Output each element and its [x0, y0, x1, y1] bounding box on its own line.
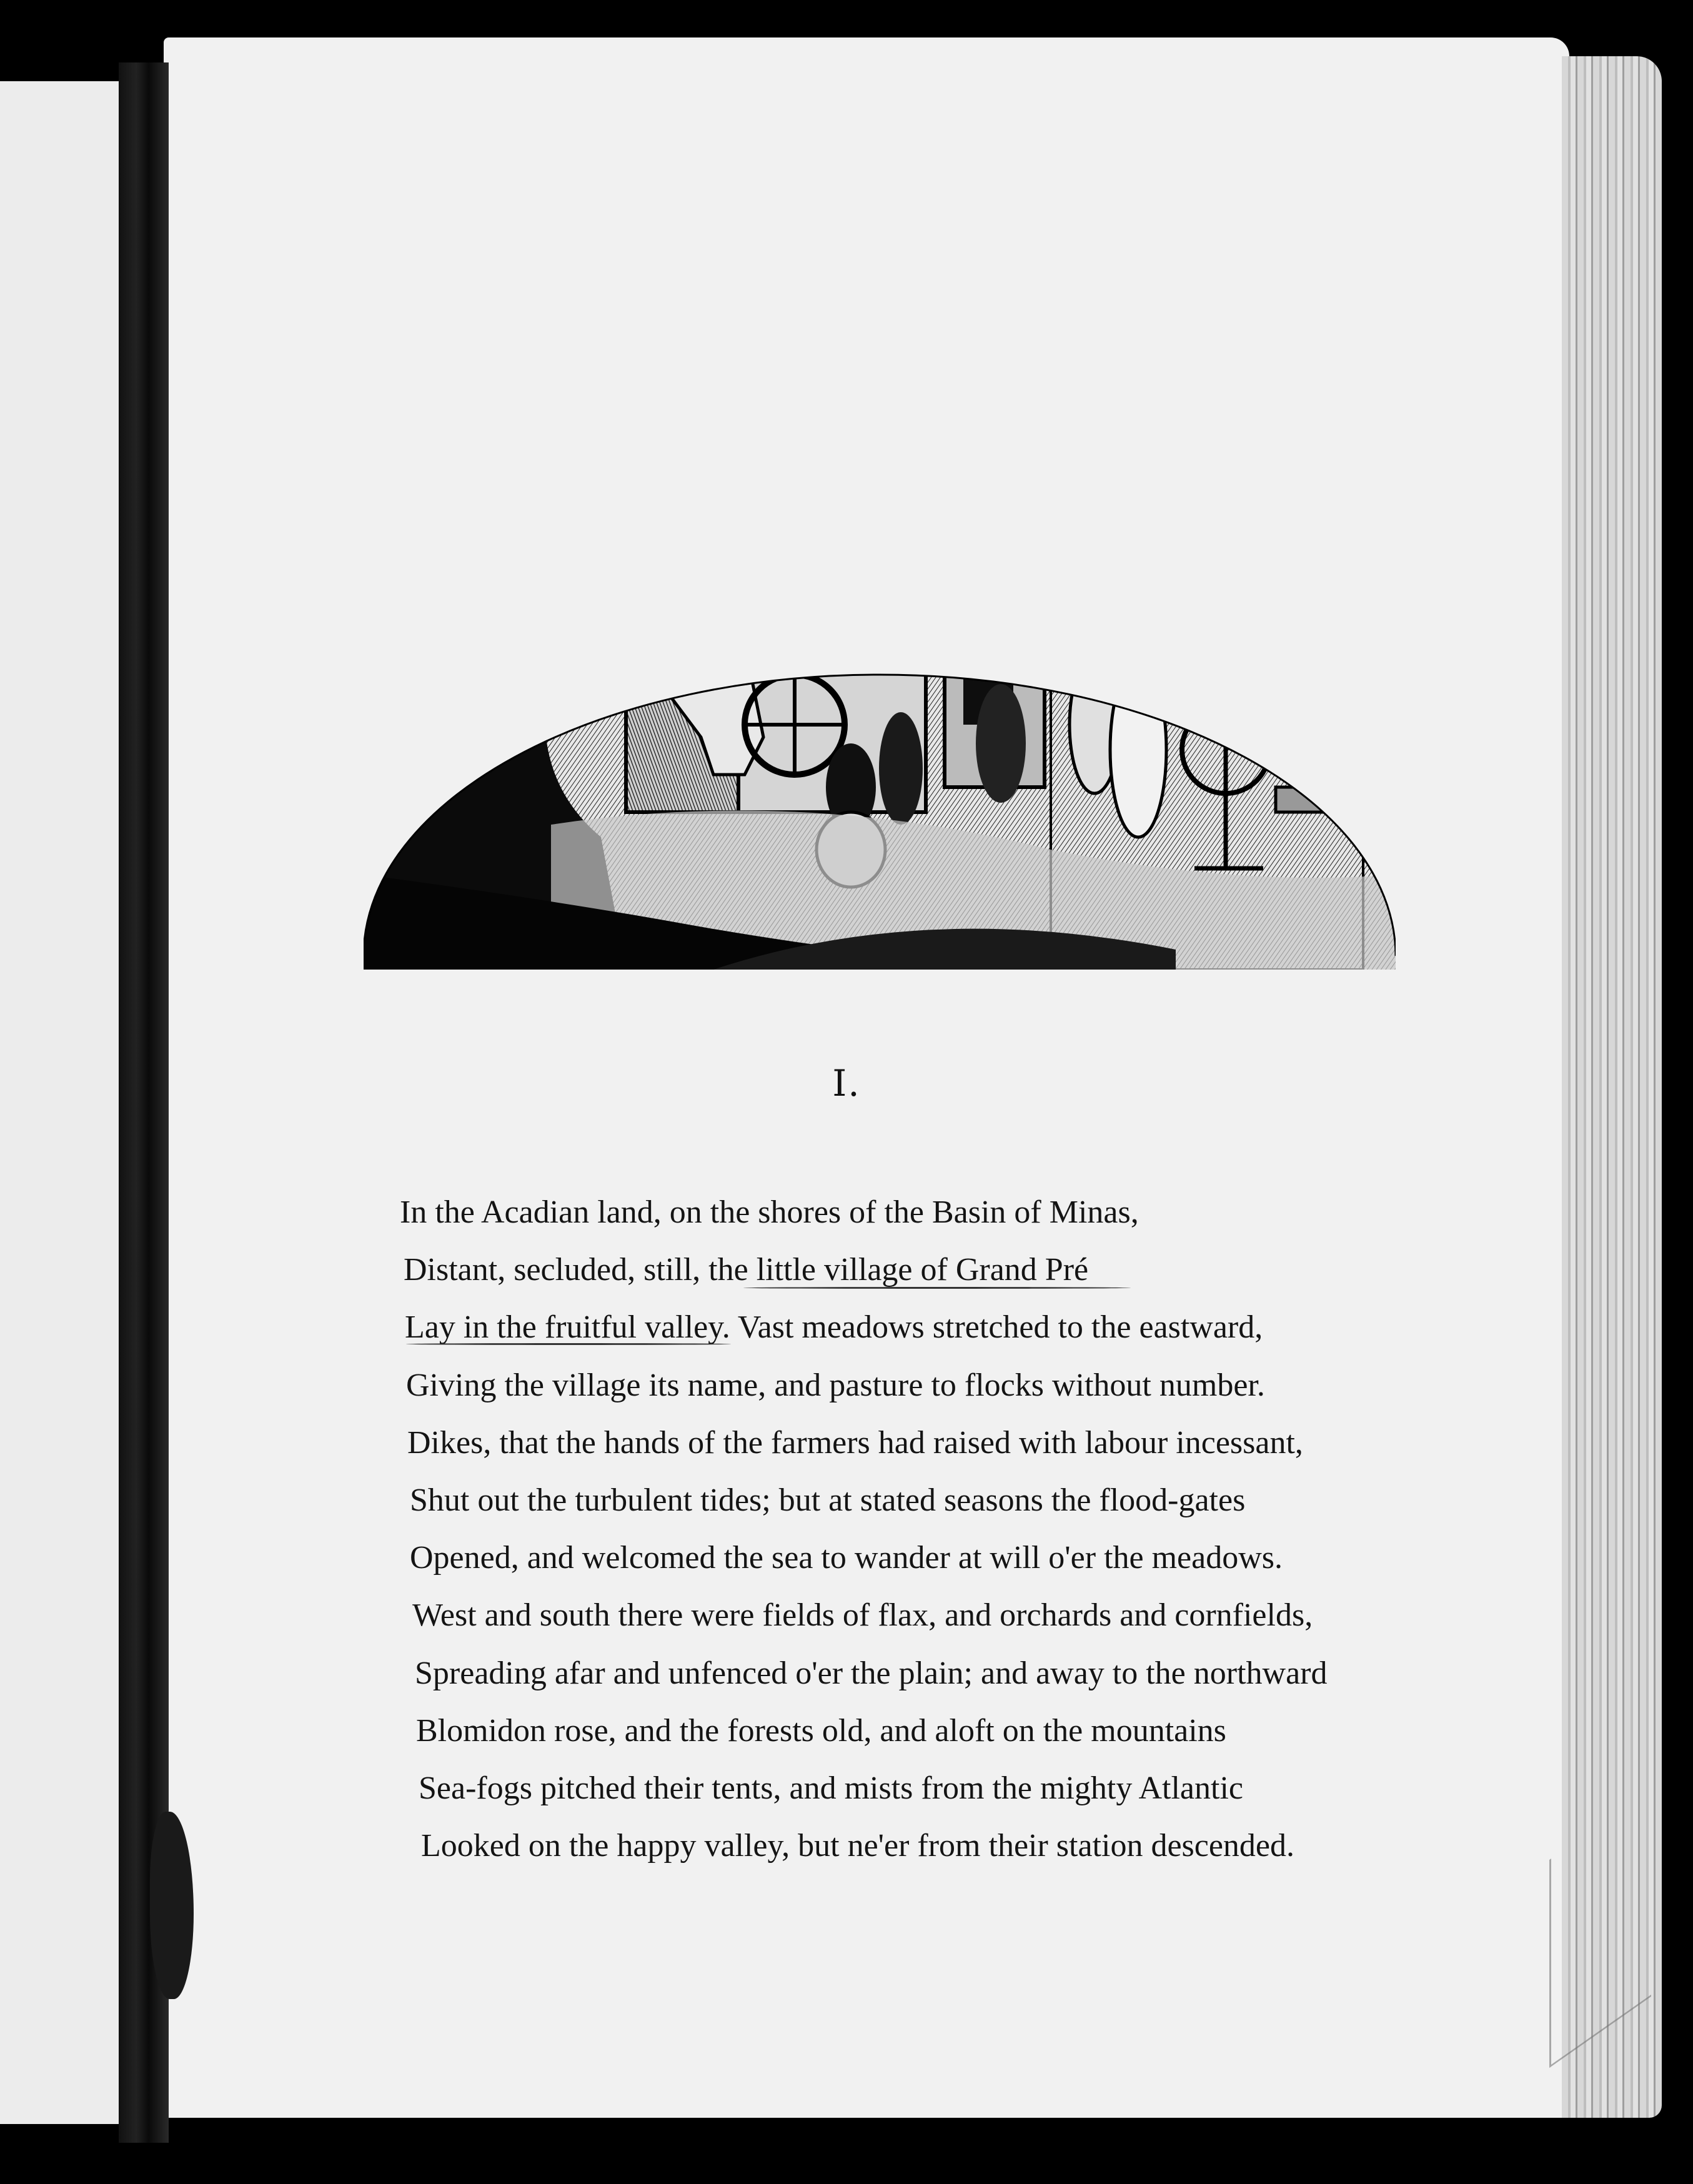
poem-line: Giving the village its name, and pasture to flocks without number.	[406, 1367, 1265, 1403]
poem-line: In the Acadian land, on the shores of the Basin of Minas,	[400, 1194, 1139, 1230]
poem-line: West and south there were fields of flax, and orchards and cornfields,	[412, 1597, 1313, 1634]
chapter-numeral: I.	[832, 1062, 861, 1104]
pencil-underline	[406, 1343, 731, 1345]
poem-line: Shut out the turbulent tides; but at stated seasons the flood-gates	[410, 1482, 1246, 1518]
village-engraving	[364, 337, 1396, 970]
poem-line: Opened, and welcomed the sea to wander at will o'er the meadows.	[410, 1540, 1283, 1576]
poem-line: Distant, secluded, still, the little village of Grand Pré	[404, 1252, 1089, 1288]
pencil-underline	[743, 1287, 1131, 1289]
poem-line: Looked on the happy valley, but ne'er from their station descended.	[421, 1828, 1295, 1864]
poem-line: Sea-fogs pitched their tents, and mists from the mighty Atlantic	[419, 1770, 1243, 1806]
poem-line: Blomidon rose, and the forests old, and aloft on the mountains	[416, 1712, 1226, 1749]
poem-line: Spreading afar and unfenced o'er the plain; and away to the northward	[415, 1655, 1328, 1691]
poem-line: Lay in the fruitful valley. Vast meadows stretched to the eastward,	[405, 1309, 1263, 1346]
poem-line: Dikes, that the hands of the farmers had raised with labour incessant,	[407, 1424, 1303, 1461]
